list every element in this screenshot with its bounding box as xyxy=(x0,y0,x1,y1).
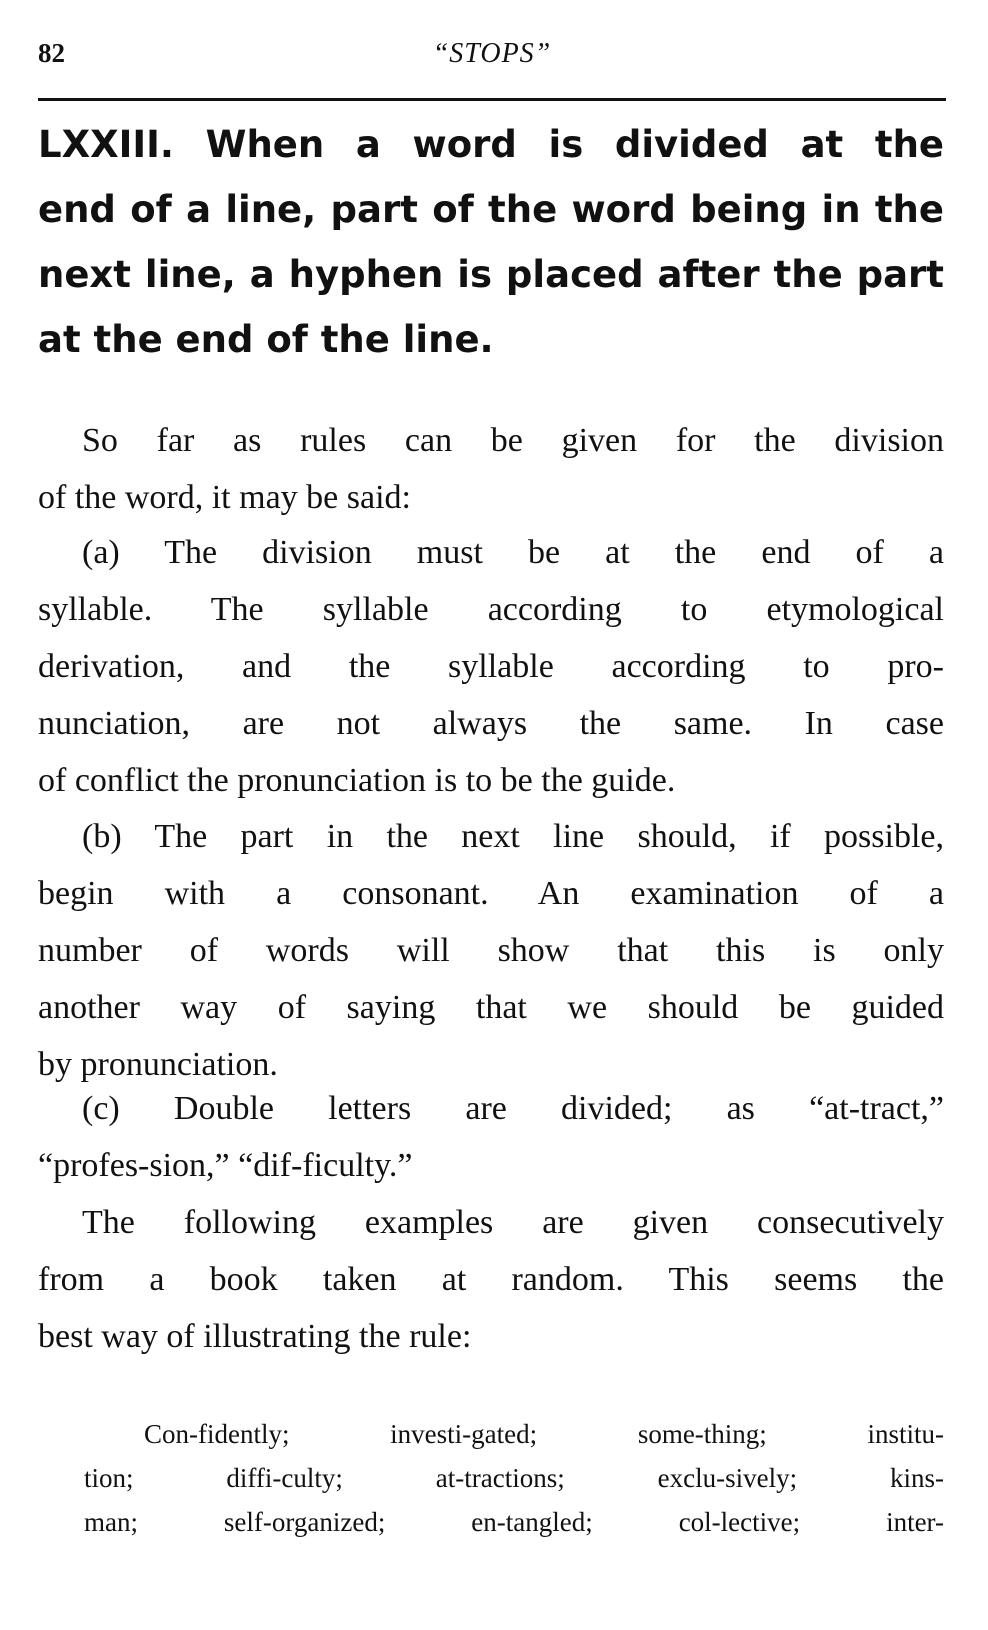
paragraph-line: (b) The part in the next line should, if possible, xyxy=(82,818,944,855)
paragraph-line: “profes-sion,” “dif-ficulty.” xyxy=(38,1147,413,1184)
paragraph-line: begin with a consonant. An examination of a xyxy=(38,875,944,912)
paragraph-line: (a) The division must be at the end of a xyxy=(82,534,944,571)
page-number: 82 xyxy=(38,38,65,68)
paragraph-line: from a book taken at random. This seems the xyxy=(38,1261,944,1298)
paragraph-examples-intro xyxy=(38,1194,944,1365)
example-line: tion; diffi-culty; at-tractions; exclu-sively; kins- xyxy=(84,1463,944,1493)
paragraph-line: syllable. The syllable according to etymological xyxy=(38,591,944,628)
paragraph-line: So far as rules can be given for the division xyxy=(82,422,944,459)
paragraph-line: another way of saying that we should be guided xyxy=(38,989,944,1026)
paragraph-rule-b xyxy=(38,808,944,1093)
paragraph-intro xyxy=(38,412,944,526)
paragraph-line: by pronunciation. xyxy=(38,1046,278,1083)
example-line: Con-fidently; investi-gated; some-thing; institu- xyxy=(144,1419,944,1449)
rule-heading-line: at the end of the line. xyxy=(38,318,494,361)
paragraph-line: derivation, and the syllable according to pro- xyxy=(38,648,944,685)
paragraph-line: (c) Double letters are divided; as “at-tract,” xyxy=(82,1090,944,1127)
paragraph-line: nunciation, are not always the same. In case xyxy=(38,705,944,742)
paragraph-rule-c xyxy=(38,1080,944,1194)
paragraph-line: best way of illustrating the rule: xyxy=(38,1318,472,1355)
running-head: “STOPS” xyxy=(432,38,552,69)
paragraph-line: of conflict the pronunciation is to be the guide. xyxy=(38,762,676,799)
example-list xyxy=(84,1412,944,1544)
paragraph-line: of the word, it may be said: xyxy=(38,479,411,516)
paragraph-rule-a xyxy=(38,524,944,809)
paragraph-line: number of words will show that this is only xyxy=(38,932,944,969)
rule-heading xyxy=(38,112,944,372)
example-line: man; self-organized; en-tangled; col-lective; inter- xyxy=(84,1507,944,1537)
rule-heading-line: end of a line, part of the word being in the xyxy=(38,188,944,231)
page-header xyxy=(38,38,946,101)
paragraph-line: The following examples are given consecutively xyxy=(82,1204,944,1241)
rule-heading-line: LXXIII. When a word is divided at the xyxy=(38,123,944,166)
rule-heading-line: next line, a hyphen is placed after the part xyxy=(38,253,944,296)
